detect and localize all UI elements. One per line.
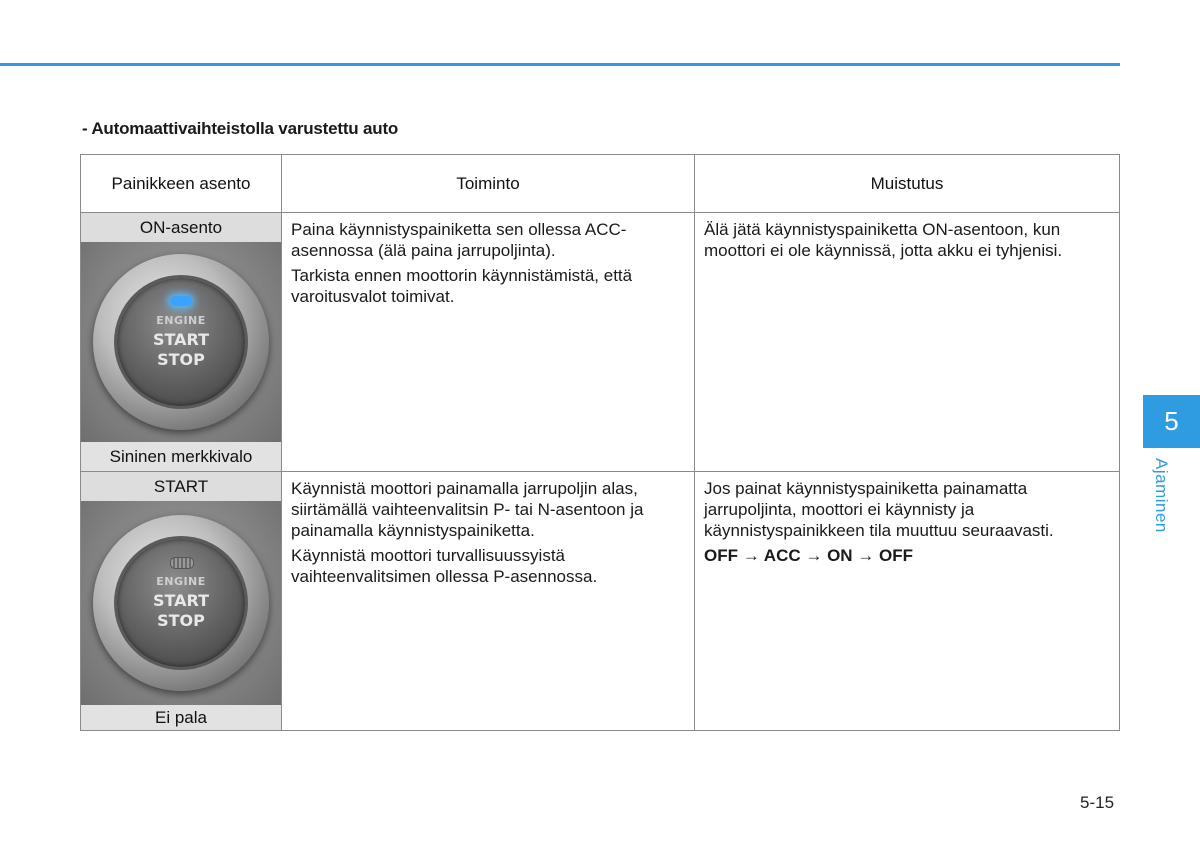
function-cell <box>282 213 695 472</box>
button-knob <box>117 278 245 406</box>
button-text-stop: STOP <box>157 611 205 630</box>
table-row <box>81 472 1120 731</box>
function-text: Paina käynnistyspainiketta sen ollessa ACC-asennossa (älä paina jarrupoljinta). <box>291 220 627 260</box>
indicator-caption: Sininen merkkivalo <box>81 442 281 471</box>
blue-indicator-light-icon <box>170 296 192 306</box>
header-reminder: Muistutus <box>695 155 1120 213</box>
function-text: Tarkista ennen moottorin käynnistämistä, että varoitusvalot toimivat. <box>291 266 633 306</box>
start-button-image-on <box>81 242 281 442</box>
reminder-cell <box>695 472 1120 731</box>
start-button-image-off <box>81 501 281 705</box>
function-cell <box>282 472 695 731</box>
section-heading: - Automaattivaihteistolla varustettu auto <box>82 119 399 138</box>
button-ring <box>93 515 269 691</box>
function-text: Käynnistä moottori painamalla jarrupoljin alas, siirtämällä vaihteenvalitsin P- tai N-asentoon ja painamalla käynnistyspainiketta. <box>291 479 644 540</box>
table-row <box>81 213 1120 472</box>
button-text-stop: STOP <box>157 350 205 369</box>
position-cell <box>81 213 282 472</box>
button-text-start: START <box>152 591 210 610</box>
table-header-row <box>81 155 1120 213</box>
chapter-label: Ajaminen <box>1152 458 1171 533</box>
top-rule <box>0 63 1120 66</box>
position-cell <box>81 472 282 731</box>
function-text: Käynnistä moottori turvallisuussyistä vaihteenvalitsimen ollessa P-asennossa. <box>291 546 598 586</box>
header-position: Painikkeen asento <box>81 155 282 213</box>
state-sequence: OFF → ACC → ON → OFF <box>704 546 914 565</box>
start-button-table <box>80 154 1120 731</box>
reminder-cell <box>695 213 1120 472</box>
position-label: ON-asento <box>81 213 281 242</box>
button-text-start: START <box>152 330 210 349</box>
button-text-engine: ENGINE <box>156 575 206 588</box>
chapter-tab: 5 <box>1143 395 1200 448</box>
button-text-engine: ENGINE <box>156 314 206 327</box>
position-label: START <box>81 472 281 501</box>
indicator-caption: Ei pala <box>81 705 281 730</box>
reminder-text: Älä jätä käynnistyspainiketta ON-asentoon, kun moottori ei ole käynnissä, jotta akku ei tyhjenisi. <box>704 220 1063 260</box>
button-ring <box>93 254 269 430</box>
button-knob <box>117 539 245 667</box>
reminder-text: Jos painat käynnistyspainiketta painamatta jarrupoljinta, moottori ei käynnisty ja käynnistyspainikkeen tila muuttuu seuraavasti. <box>704 479 1054 540</box>
page-number: 5-15 <box>1080 793 1115 812</box>
header-function: Toiminto <box>282 155 695 213</box>
unlit-indicator-light-icon <box>170 557 194 569</box>
